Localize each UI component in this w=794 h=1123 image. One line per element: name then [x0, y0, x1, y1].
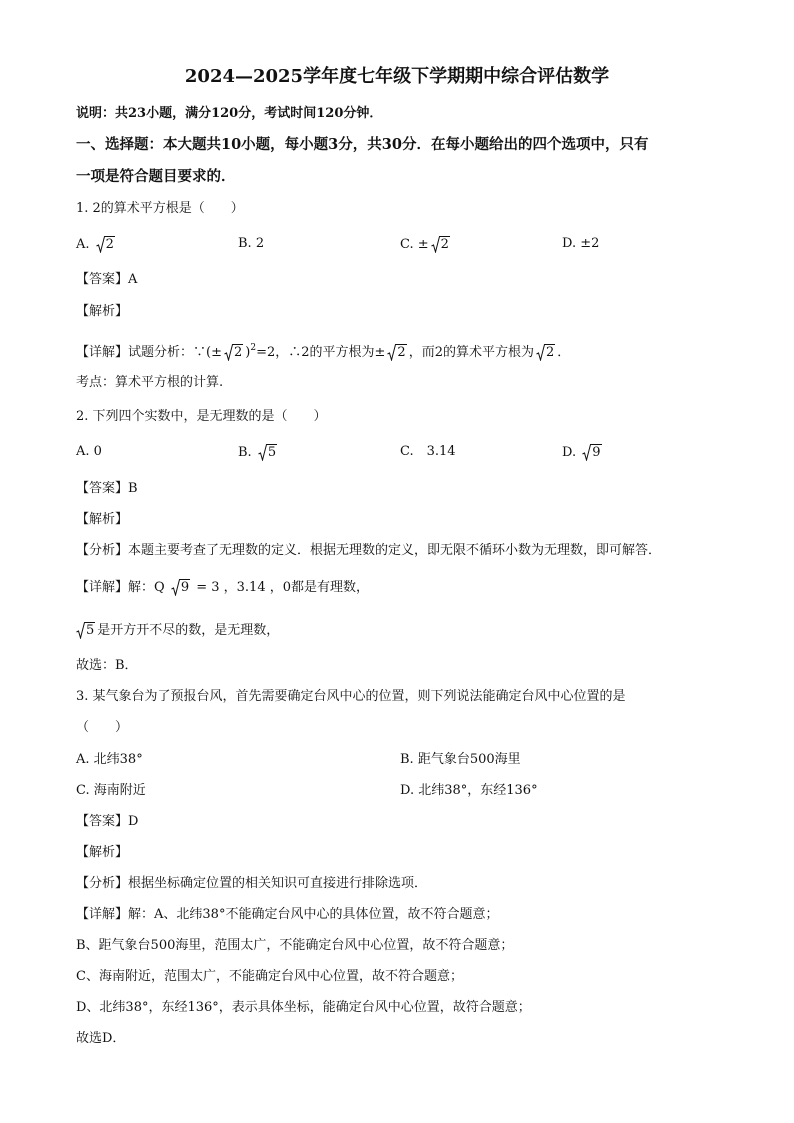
q1-detail-text-d: ，而2的算术平方根为 [408, 345, 534, 360]
q3-detail-line-b: B、距气象台500海里，范围太广，不能确定台风中心位置，故不符合题意； [76, 938, 514, 953]
q3-fenxi-text: 根据坐标确定位置的相关知识可直接进行排除选项． [128, 876, 428, 891]
detail-label: 【详解】 [76, 907, 129, 922]
q3-option-a: A. 北纬38° [76, 752, 143, 767]
q3-detail-line-c: C、海南附近，范围太广，不能确定台风中心位置，故不符合题意； [76, 969, 463, 984]
sqrt-symbol [258, 444, 277, 461]
q3-answer-value: D [128, 814, 139, 829]
sqrt-symbol [76, 622, 95, 639]
q2-detail [76, 579, 369, 596]
sqrt-symbol [431, 236, 450, 253]
q1-option-c-radicand: 2 [440, 237, 449, 252]
q2-answer [76, 481, 138, 497]
q1-detail-text-c: =2，∴2的平方根为± [256, 345, 386, 360]
q1-answer [76, 272, 137, 288]
q3-detail-text: 解：A、北纬38°不能确定台风中心的具体位置，故不符合题意； [128, 907, 499, 922]
q1-option-a-label: A. [76, 237, 90, 252]
sqrt-symbol [387, 344, 406, 361]
q2-option-c: C. 3.14 [400, 444, 456, 459]
question-3-stem: 3. 某气象台为了预报台风，首先需要确定台风中心的位置，则下列说法能确定台风中心位置的是 [76, 689, 626, 704]
fenxi-label: 【分析】 [76, 876, 129, 891]
page-title: 2024—2025学年度七年级下学期期中综合评估数学 [184, 66, 610, 87]
q1-option-b: B. 2 [238, 236, 265, 251]
answer-label: 【答案】 [76, 814, 129, 829]
q2-option-b-radicand: 5 [267, 445, 277, 460]
q2-option-d-radicand: 9 [592, 445, 601, 460]
sqrt-symbol [171, 579, 190, 596]
q2-line2-text: 是开方开不尽的数，是无理数， [97, 623, 280, 638]
q3-answer [76, 814, 138, 830]
instructions: 说明：共23小题，满分120分，考试时间120分钟． [76, 106, 383, 121]
q3-analysis-label: 【解析】 [76, 845, 129, 860]
sqrt-symbol [582, 444, 601, 461]
q3-option-c: C. 海南附近 [76, 783, 146, 798]
fenxi-label: 【分析】 [76, 543, 129, 558]
q1-answer-value: A [128, 272, 138, 287]
q2-choose: 故选：B． [76, 658, 138, 673]
q1-detail-radicand-2: 2 [397, 345, 406, 360]
q1-detail-text-b: ) [245, 345, 251, 360]
question-2-stem: 2. 下列四个实数中，是无理数的是（ ） [76, 409, 327, 424]
q1-option-d: D. ±2 [562, 236, 600, 251]
q2-detail-text-a: 解：Q [128, 580, 169, 595]
q2-option-d-label: D. [562, 445, 577, 460]
section-heading-line1: 一、选择题：本大题共10小题，每小题3分，共30分．在每小题给出的四个选项中，只有 [76, 136, 649, 153]
q1-detail [76, 340, 570, 361]
q1-option-c-label: C. ± [400, 237, 429, 252]
q1-kaodian: 考点：算术平方根的计算. [76, 375, 224, 390]
q3-option-d: D. 北纬38°，东经136° [400, 783, 538, 798]
q1-detail-radicand-3: 2 [545, 345, 555, 360]
q2-detail-text-b: = 3 ，3.14 ，0都是有理数， [192, 580, 370, 595]
q1-analysis-label: 【解析】 [76, 304, 129, 319]
sqrt-symbol [96, 236, 115, 253]
q1-option-a [76, 236, 117, 253]
q1-detail-radicand-1: 2 [233, 345, 243, 360]
q3-fenxi [76, 876, 427, 892]
detail-label: 【详解】 [76, 345, 129, 360]
q3-detail-line-d: D、北纬38°，东经136°，表示具体坐标，能确定台风中心位置，故符合题意； [76, 1000, 531, 1015]
sqrt-symbol [536, 344, 555, 361]
section-heading-line2: 一项是符合题目要求的． [76, 168, 236, 185]
q3-choose: 故选D． [76, 1031, 126, 1046]
q1-detail-exponent: 2 [250, 343, 257, 353]
q2-option-b-label: B. [238, 445, 252, 460]
q2-line2-radicand: 5 [86, 623, 95, 638]
q3-option-b: B. 距气象台500海里 [400, 752, 521, 767]
q2-detail-radicand: 9 [180, 580, 190, 595]
q2-detail-line2 [76, 622, 279, 639]
question-1-stem: 1. 2的算术平方根是（ ） [76, 201, 244, 216]
q2-analysis-label: 【解析】 [76, 512, 129, 527]
answer-label: 【答案】 [76, 272, 129, 287]
q2-option-d [562, 444, 604, 461]
q1-option-c [400, 236, 452, 253]
q2-answer-value: B [128, 481, 138, 496]
q3-detail [76, 907, 498, 923]
answer-label: 【答案】 [76, 481, 129, 496]
question-3-stem-paren: （ ） [76, 720, 129, 735]
q1-detail-text-e: ． [557, 345, 571, 360]
q2-option-a: A. 0 [76, 444, 102, 459]
detail-label: 【详解】 [76, 580, 129, 595]
q2-option-b [238, 444, 279, 461]
q1-detail-text-a: 试题分析：∵(± [128, 345, 222, 360]
q2-fenxi [76, 543, 661, 559]
q2-fenxi-text: 本题主要考查了无理数的定义．根据无理数的定义，即无限不循环小数为无理数，即可解答． [128, 543, 662, 558]
sqrt-symbol [224, 344, 243, 361]
q1-option-a-radicand: 2 [105, 237, 114, 252]
